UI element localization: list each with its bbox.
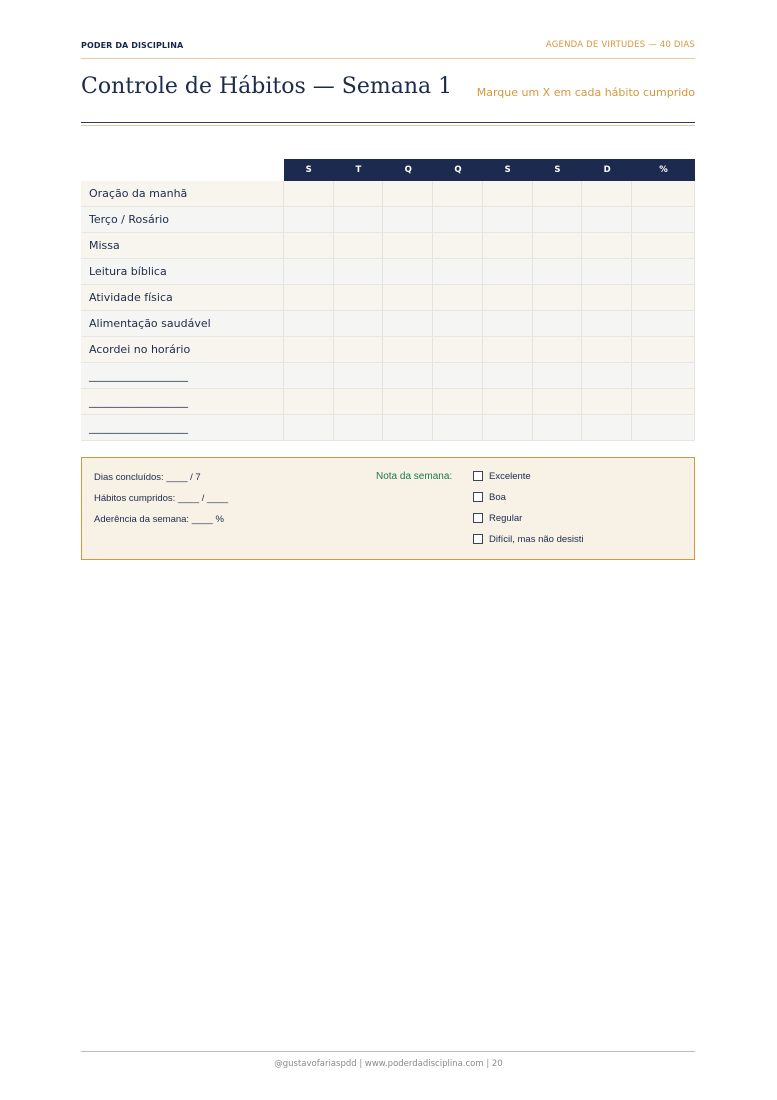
day-check-cell[interactable] [483,415,533,440]
day-check-cell[interactable] [433,285,483,310]
day-check-cell[interactable] [383,285,433,310]
day-check-cell[interactable] [582,415,632,440]
day-check-cell[interactable] [284,285,334,310]
day-check-cell[interactable] [483,207,533,232]
day-check-cell[interactable] [582,181,632,206]
day-check-cell[interactable] [433,181,483,206]
habit-row [81,285,695,311]
day-check-cell[interactable] [383,259,433,284]
percent-cell[interactable] [632,337,695,362]
percent-cell[interactable] [632,363,695,388]
habit-label: Terço / Rosário [81,207,284,232]
checkbox[interactable] [473,534,483,544]
day-check-cell[interactable] [533,389,583,414]
day-check-cell[interactable] [284,389,334,414]
day-check-cell[interactable] [483,259,533,284]
day-check-cell[interactable] [582,207,632,232]
day-check-cell[interactable] [533,285,583,310]
day-check-cell[interactable] [383,207,433,232]
percent-cell[interactable] [632,233,695,258]
rating-option-difficult[interactable] [473,533,584,545]
grid-header [81,159,695,181]
day-check-cell[interactable] [433,311,483,336]
day-check-cell[interactable] [284,181,334,206]
habit-label: __________________ [81,415,284,440]
brand-label: PODER DA DISCIPLINA [81,41,184,50]
checkbox[interactable] [473,513,483,523]
day-check-cell[interactable] [433,363,483,388]
percent-cell[interactable] [632,207,695,232]
grid-header-blank [81,159,284,181]
page-footer: @gustavofariaspdd | www.poderdadisciplina.com | 20 [274,1059,503,1069]
day-check-cell[interactable] [582,285,632,310]
day-check-cell[interactable] [334,389,384,414]
day-check-cell[interactable] [433,415,483,440]
day-check-cell[interactable] [483,181,533,206]
day-check-cell[interactable] [533,207,583,232]
day-check-cell[interactable] [582,363,632,388]
rating-option-label: Excelente [489,470,531,482]
day-check-cell[interactable] [334,415,384,440]
column-header: T [334,159,384,181]
habit-row [81,233,695,259]
habit-label: Missa [81,233,284,258]
series-label: AGENDA DE VIRTUDES — 40 DIAS [545,40,695,50]
day-check-cell[interactable] [284,233,334,258]
weekly-adherence-field[interactable]: Aderência da semana: ____ % [94,514,224,525]
day-check-cell[interactable] [334,285,384,310]
day-check-cell[interactable] [582,311,632,336]
day-check-cell[interactable] [533,259,583,284]
day-check-cell[interactable] [433,389,483,414]
day-check-cell[interactable] [533,415,583,440]
percent-cell[interactable] [632,285,695,310]
day-check-cell[interactable] [334,311,384,336]
page-subtitle: Marque um X em cada hábito cumprido [476,86,695,99]
habit-grid [81,159,695,441]
habit-label: Leitura bíblica [81,259,284,284]
day-check-cell[interactable] [483,311,533,336]
percent-cell[interactable] [632,415,695,440]
habit-label: Atividade física [81,285,284,310]
top-bar [81,38,695,59]
days-completed-field[interactable]: Dias concluídos: ____ / 7 [94,472,201,483]
day-check-cell[interactable] [533,337,583,362]
day-check-cell[interactable] [383,181,433,206]
rating-option-good[interactable] [473,491,506,503]
day-check-cell[interactable] [483,233,533,258]
column-header: S [533,159,583,181]
column-header: D [582,159,632,181]
day-check-cell[interactable] [284,415,334,440]
day-check-cell[interactable] [582,389,632,414]
day-check-cell[interactable] [334,207,384,232]
day-check-cell[interactable] [582,233,632,258]
day-check-cell[interactable] [334,363,384,388]
habit-row [81,415,695,441]
habit-label: __________________ [81,363,284,388]
column-header: S [483,159,533,181]
day-check-cell[interactable] [483,337,533,362]
grid-body [81,181,695,441]
habit-row [81,311,695,337]
habits-completed-field[interactable]: Hábitos cumpridos: ____ / ____ [94,493,229,504]
column-header: Q [383,159,433,181]
column-header: S [284,159,334,181]
day-check-cell[interactable] [483,363,533,388]
day-check-cell[interactable] [334,337,384,362]
day-check-cell[interactable] [383,311,433,336]
habit-row [81,259,695,285]
habit-label: Alimentação saudável [81,311,284,336]
day-check-cell[interactable] [533,233,583,258]
day-check-cell[interactable] [383,415,433,440]
weekly-summary-box [81,457,695,560]
rating-option-label: Boa [489,491,506,503]
day-check-cell[interactable] [383,389,433,414]
habit-row [81,389,695,415]
day-check-cell[interactable] [433,233,483,258]
checkbox[interactable] [473,492,483,502]
title-divider-dark [81,122,695,123]
day-check-cell[interactable] [334,181,384,206]
habit-row [81,207,695,233]
page-title: Controle de Hábitos — Semana 1 [81,74,453,99]
column-header: Q [433,159,483,181]
percent-cell[interactable] [632,389,695,414]
day-check-cell[interactable] [533,311,583,336]
habit-row [81,337,695,363]
day-check-cell[interactable] [383,363,433,388]
day-check-cell[interactable] [284,207,334,232]
day-check-cell[interactable] [284,363,334,388]
day-check-cell[interactable] [483,285,533,310]
habit-label: __________________ [81,389,284,414]
day-check-cell[interactable] [483,389,533,414]
day-check-cell[interactable] [433,207,483,232]
percent-cell[interactable] [632,311,695,336]
day-check-cell[interactable] [284,337,334,362]
day-check-cell[interactable] [533,181,583,206]
day-check-cell[interactable] [383,337,433,362]
habit-row [81,363,695,389]
day-check-cell[interactable] [383,233,433,258]
day-check-cell[interactable] [533,363,583,388]
title-divider-gold [81,125,695,126]
footer-divider [81,1051,695,1052]
percent-cell[interactable] [632,181,695,206]
habit-label: Acordei no horário [81,337,284,362]
habit-row [81,181,695,207]
percent-cell[interactable] [632,259,695,284]
day-check-cell[interactable] [284,311,334,336]
day-check-cell[interactable] [334,233,384,258]
rating-option-label: Regular [489,512,523,524]
rating-label: Nota da semana: [376,471,453,482]
day-check-cell[interactable] [433,259,483,284]
day-check-cell[interactable] [582,259,632,284]
day-check-cell[interactable] [334,259,384,284]
rating-option-regular[interactable] [473,512,522,524]
day-check-cell[interactable] [433,337,483,362]
checkbox[interactable] [473,471,483,481]
habit-label: Oração da manhã [81,181,284,206]
rating-option-excellent[interactable] [473,470,531,482]
day-check-cell[interactable] [284,259,334,284]
day-check-cell[interactable] [582,337,632,362]
rating-option-label: Difícil, mas não desisti [489,533,584,545]
column-header-percent: % [632,159,695,181]
